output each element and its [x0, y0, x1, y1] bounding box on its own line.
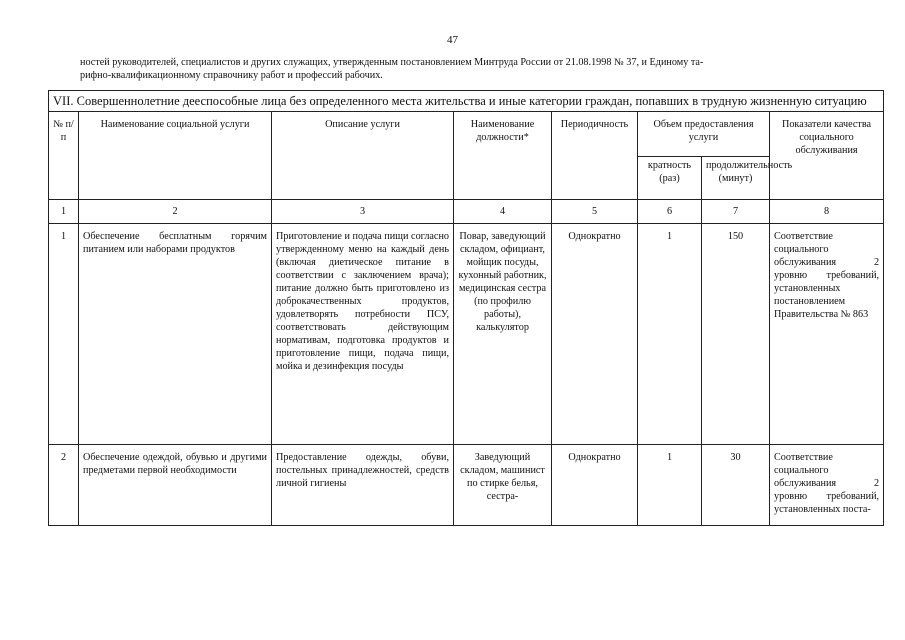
- services-table: [48, 90, 884, 526]
- column-number-6: 6: [638, 200, 702, 224]
- row-num: 1: [49, 224, 79, 445]
- column-number-8: 8: [770, 200, 884, 224]
- column-number-1: 1: [49, 200, 79, 224]
- header-position: Наименование должности*: [454, 112, 552, 200]
- header-quality: Показатели качества социального обслуживания: [770, 112, 884, 200]
- row-periodicity: Однократно: [552, 224, 638, 445]
- row-periodicity: Однократно: [552, 445, 638, 526]
- table-row: [49, 224, 884, 445]
- row-multiplicity: 1: [638, 224, 702, 445]
- header-volume: Объем предоставления услуги: [638, 112, 770, 157]
- row-quality: Соответствие социального обслуживания 2 уровню требований, установленных постановлением Правительства № 863: [770, 224, 884, 445]
- row-description: Приготовление и подача пищи согласно утвержденному меню на каждый день (включая диетическое питание в соответствии с заключением врача); питание должно быть приготовлено из доброкачественных продуктов, удовлетворять потребности ПСУ, соответствовать действующим нормативам, подготовка продуктов и приготовление пищи, подача пищи, мойка и дезинфекция посуды: [272, 224, 454, 445]
- row-num: 2: [49, 445, 79, 526]
- header-service-name: Наименование социальной услуги: [79, 112, 272, 200]
- column-number-3: 3: [272, 200, 454, 224]
- column-number-2: 2: [79, 200, 272, 224]
- row-service-name: Обеспечение бесплатным горячим питанием или наборами продуктов: [79, 224, 272, 445]
- table-row: [49, 445, 884, 526]
- page-number: 47: [447, 34, 458, 46]
- column-number-4: 4: [454, 200, 552, 224]
- intro-line-1: ностей руководителей, специалистов и других служащих, утвержденным постановлением Минтруда России от 21.08.1998 № 37, и Единому та-: [80, 57, 704, 68]
- column-number-7: 7: [702, 200, 770, 224]
- column-number-5: 5: [552, 200, 638, 224]
- header-num: № п/п: [49, 112, 79, 200]
- row-duration: 150: [702, 224, 770, 445]
- row-position: Повар, заведующий складом, официант, мойщик посуды, кухонный работник, медицинская сестра (по профилю работы), калькулятор: [454, 224, 552, 445]
- row-duration: 30: [702, 445, 770, 526]
- row-quality: Соответствие социального обслуживания 2 уровню требований, установленных поста-: [770, 445, 884, 526]
- intro-line-2: рифно-квалификационному справочнику работ и профессий рабочих.: [80, 70, 383, 81]
- header-description: Описание услуги: [272, 112, 454, 200]
- header-duration: продолжительность (минут): [702, 157, 770, 200]
- row-position: Заведующий складом, машинист по стирке белья, сестра-: [454, 445, 552, 526]
- row-description: Предоставление одежды, обуви, постельных принадлежностей, средств личной гигиены: [272, 445, 454, 526]
- section-title: VII. Совершеннолетние дееспособные лица без определенного места жительства и иные категории граждан, попавших в трудную жизненную ситуацию: [49, 91, 884, 112]
- row-multiplicity: 1: [638, 445, 702, 526]
- intro-text: [80, 56, 850, 82]
- row-service-name: Обеспечение одеждой, обувью и другими предметами первой необходимости: [79, 445, 272, 526]
- header-multiplicity: кратность (раз): [638, 157, 702, 200]
- header-periodicity: Периодичность: [552, 112, 638, 200]
